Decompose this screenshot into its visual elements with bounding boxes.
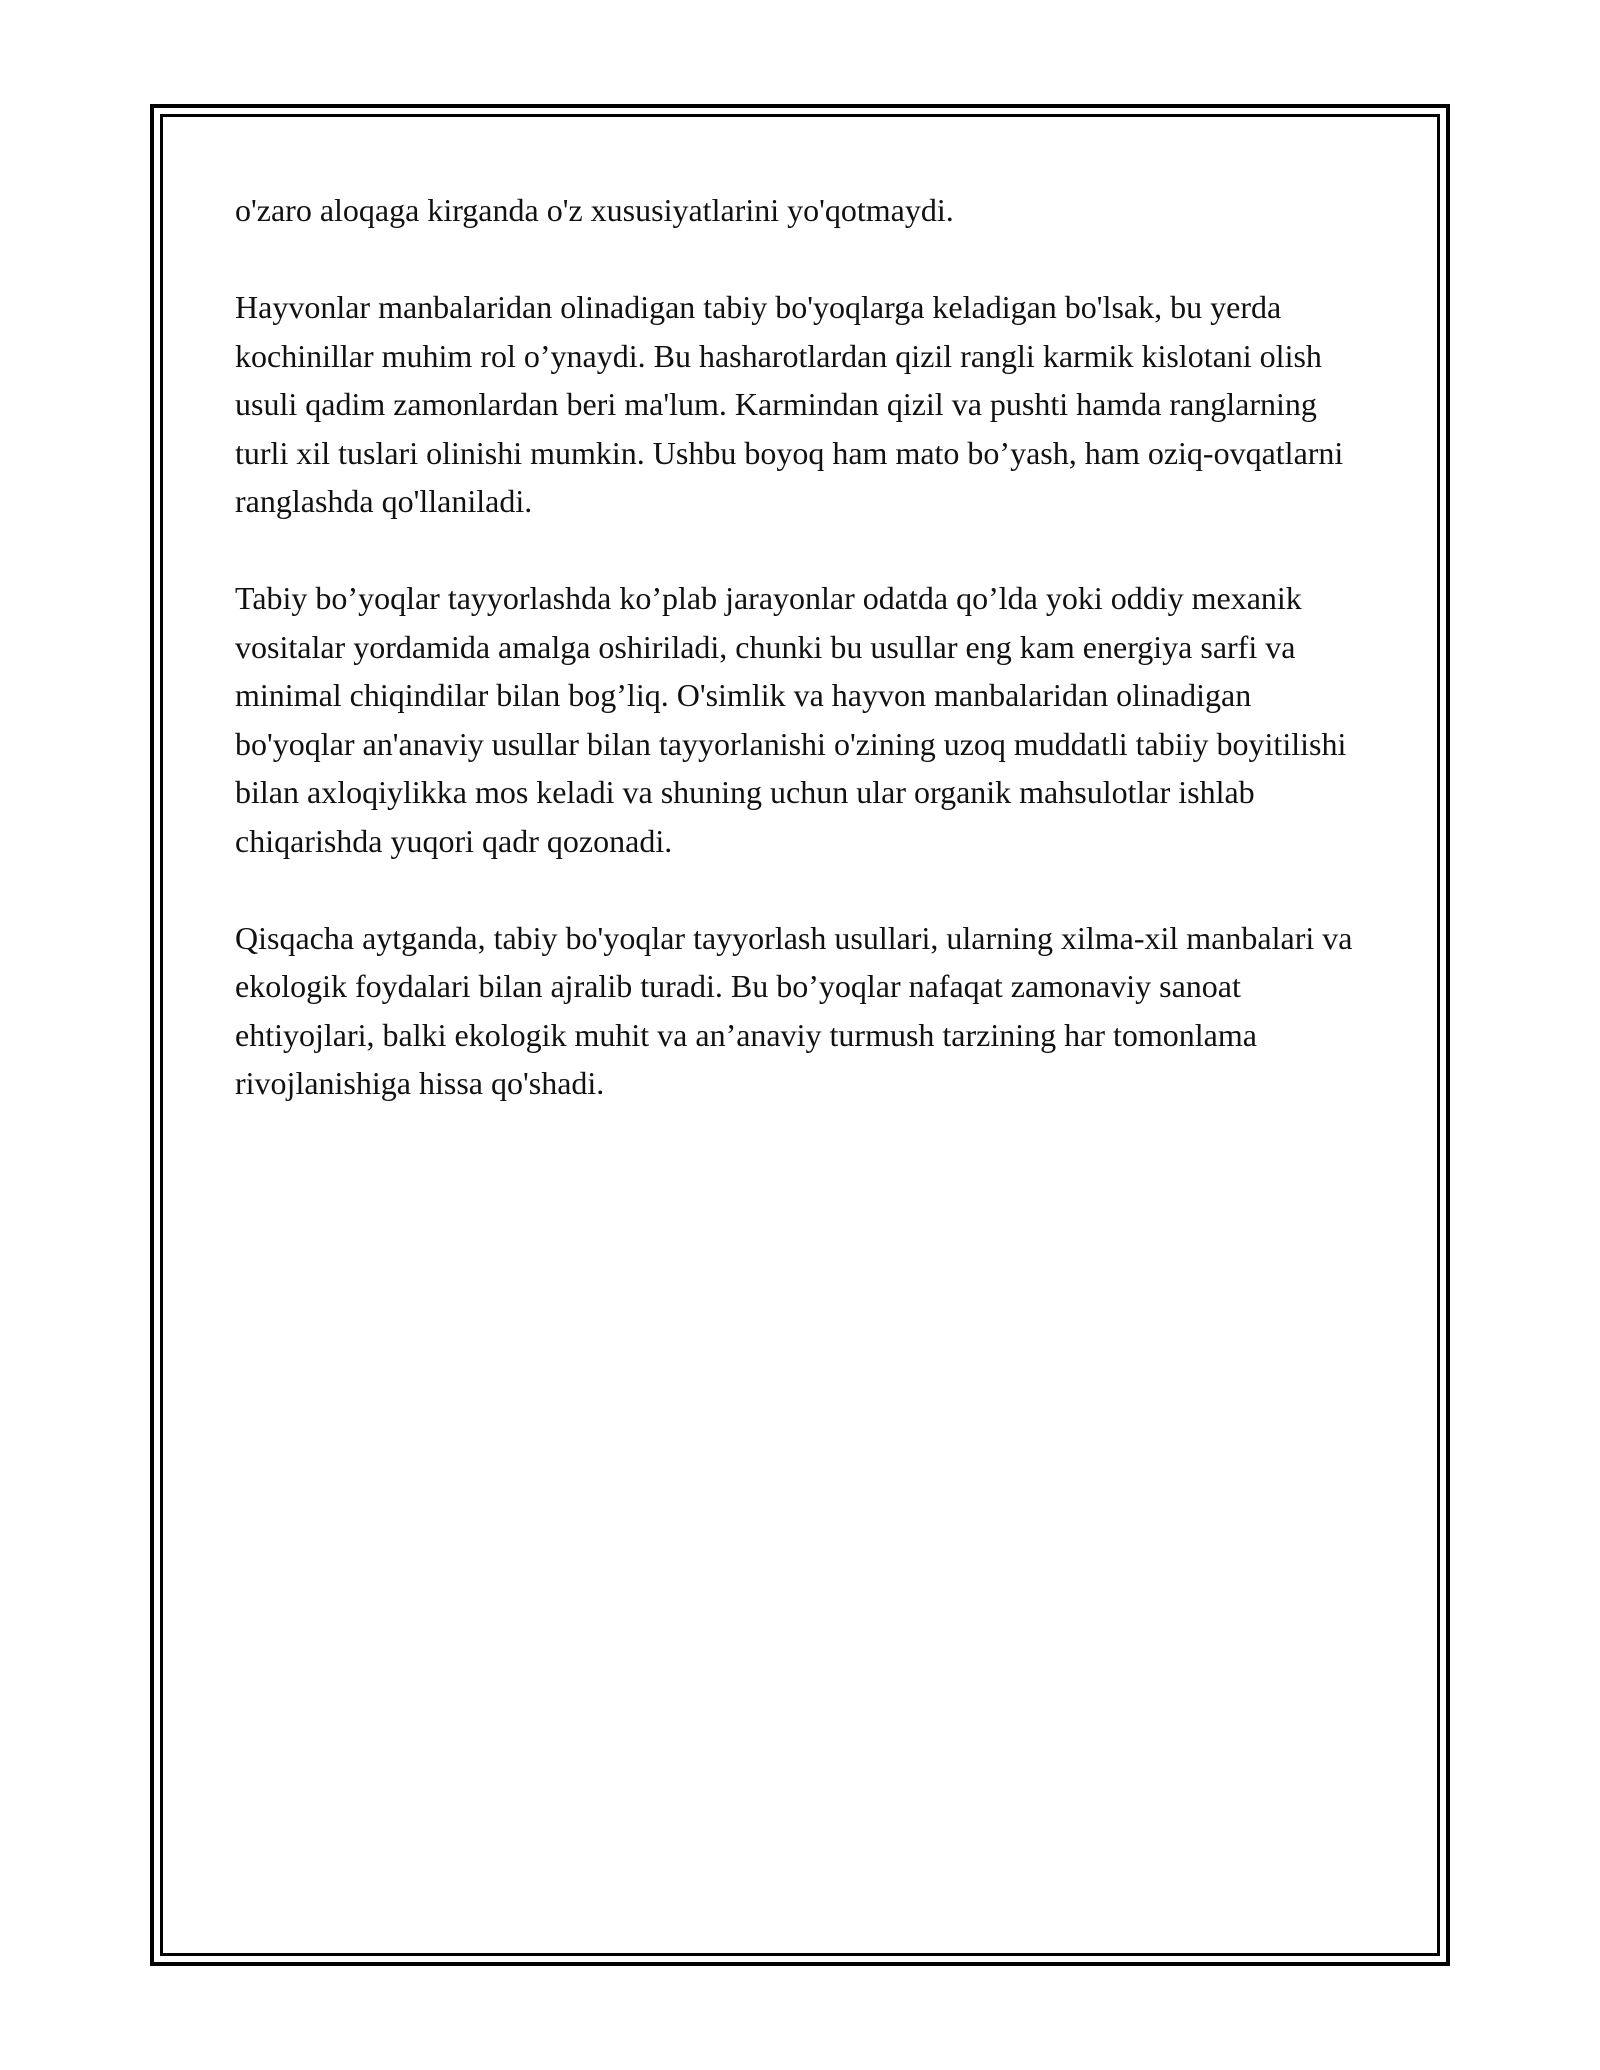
paragraph-summary: Qisqacha aytganda, tabiy bo'yoqlar tayyorlash usullari, ularning xilma-xil manbalari va ekologik foydalari bilan ajralib turadi. Bu bo’yoqlar nafaqat zamonaviy sanoat ehtiyojlari, balki ekologik muhit va an’anaviy turmush tarzining har tomonlama rivojlanishiga hissa qo'shadi.	[235, 919, 1353, 1101]
paragraph-animal-dyes: Hayvonlar manbalaridan olinadigan tabiy bo'yoqlarga keladigan bo'lsak, bu yerda kochinillar muhim rol o’ynaydi. Bu hasharotlardan qizil rangli karmik kislotani olish usuli qadim zamonlardan beri ma'lum. Karmindan qizil va pushti hamda ranglarning turli xil tuslari olinishi mumkin. Ushbu boyoq ham mato bo’yash, ham oziq-ovqatlarni ranglashda qo'llaniladi.	[235, 289, 1344, 519]
paragraph-preparation-methods: Tabiy bo’yoqlar tayyorlashda ko’plab jarayonlar odatda qo’lda yoki oddiy mexanik vositalar yordamida amalga oshiriladi, chunki bu usullar eng kam energiya sarfi va minimal chiqindilar bilan bog’liq. O'simlik va hayvon manbalaridan olinadigan bo'yoqlar an'anaviy usullar bilan tayyorlanishi o'zining uzoq muddatli tabiiy boyitilishi bilan axloqiylikka mos keladi va shuning uchun ular organik mahsulotlar ishlab chiqarishda yuqori qadr qozonadi.	[235, 580, 1347, 859]
document-body	[235, 186, 1375, 1156]
paragraph-continuation: o'zaro aloqaga kirganda o'z xususiyatlarini yo'qotmaydi.	[235, 192, 954, 228]
